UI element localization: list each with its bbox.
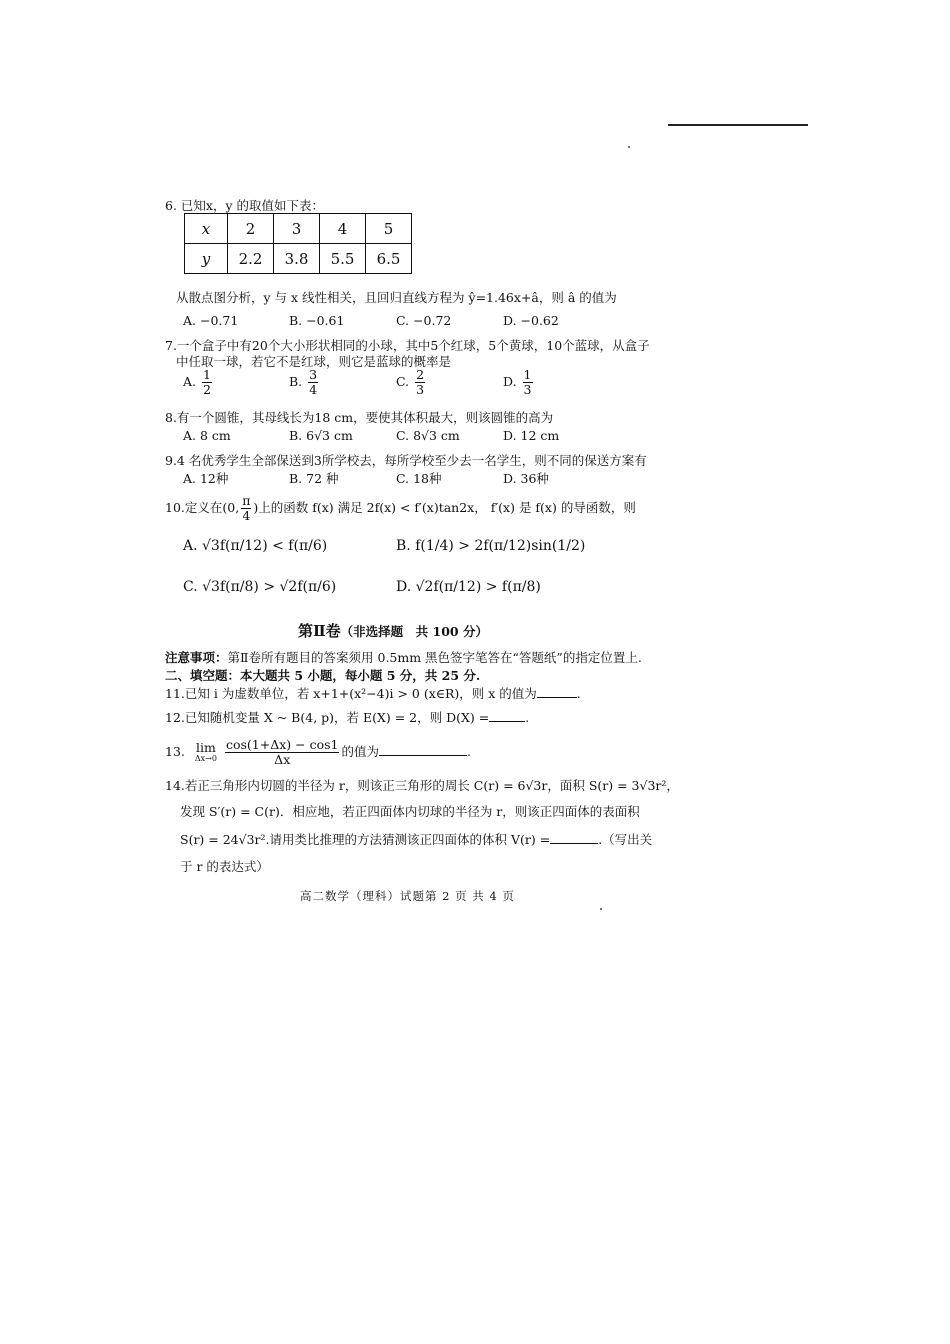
- fraction-den: 2: [203, 381, 211, 397]
- table-cell: 4: [320, 214, 366, 244]
- q14-line3-text: S(r) = 24√3r².请用类比推理的方法猜测该正四面体的体积 V(r) =: [180, 832, 551, 847]
- page-footer: 高二数学（理科）试题第 2 页 共 4 页: [300, 889, 515, 903]
- table-cell: 5: [366, 214, 412, 244]
- fraction-num: 2: [416, 367, 425, 382]
- q9-option-d: D. 36种: [503, 471, 549, 486]
- q9-option-b: B. 72 种: [289, 471, 339, 486]
- fraction-num: cos(1+Δx) − cos1: [225, 737, 339, 752]
- fraction-num: 1: [523, 367, 532, 382]
- q9-option-a: A. 12种: [183, 471, 229, 486]
- table-cell: 2: [228, 214, 274, 244]
- fill-in-section-heading: 二、填空题：本大题共 5 小题，每小题 5 分，共 25 分.: [165, 668, 481, 683]
- part2-title: 第Ⅱ卷: [298, 622, 341, 640]
- fraction: [241, 494, 251, 523]
- q10-stem: [165, 494, 636, 523]
- answer-blank: [489, 711, 525, 722]
- q13-post: 的值为: [341, 743, 379, 759]
- q10-option-d: D. √2f(π/12) > f(π/8): [396, 579, 541, 595]
- q7-option-d: [503, 368, 535, 397]
- table-cell: y: [185, 244, 228, 274]
- q12: 12.已知随机变量 X ~ B(4, p)，若 E(X) = 2，则 D(X) = .: [165, 710, 530, 725]
- q10-option-a: A. √3f(π/12) < f(π/6): [183, 538, 328, 554]
- q7-option-a: [183, 368, 214, 397]
- q11-text: 11.已知 i 为虚数单位，若 x+1+(x²−4)i > 0 (x∈R)，则 x 的值为: [165, 686, 537, 701]
- table-cell: x: [185, 214, 228, 244]
- fraction: [523, 368, 533, 397]
- fraction: [415, 368, 425, 397]
- q10-option-b: B. f(1/4) > 2f(π/12)sin(1/2): [396, 538, 586, 554]
- q6-text: 从散点图分析，y 与 x 线性相关，且回归直线方程为 ŷ=1.46x+â，则 â 的值为: [176, 290, 617, 305]
- q6-option-c: C. −0.72: [396, 313, 452, 328]
- top-rule: [668, 124, 808, 126]
- limit-text: lim: [195, 739, 216, 755]
- part2-subtitle: （非选择题 共 100 分）: [340, 624, 488, 639]
- q12-text: 12.已知随机变量 X ~ B(4, p)，若 E(X) = 2，则 D(X) =: [165, 710, 490, 725]
- option-label: C.: [396, 373, 410, 389]
- q9-option-c: C. 18种: [396, 471, 442, 486]
- q7-line2: 中任取一球，若它不是红球，则它是蓝球的概率是: [176, 354, 452, 369]
- answer-blank: [537, 687, 577, 698]
- q7-line1: 7.一个盒子中有20个大小形状相同的小球，其中5个红球，5个黄球，10个蓝球，从盒子: [165, 338, 650, 353]
- q10-pre: 10.定义在(0,: [165, 499, 240, 515]
- q6-option-d: D. −0.62: [503, 313, 559, 328]
- fraction-den: 4: [309, 381, 318, 397]
- q14-line4: 于 r 的表达式）: [180, 859, 269, 874]
- answer-blank: [379, 745, 467, 756]
- fraction-den: 3: [523, 381, 532, 397]
- part2-heading: [298, 620, 488, 641]
- q10-post: )上的函数 f(x) 满足 2f(x) < f′(x)tan2x， f′(x) 是 f(x) 的导函数，则: [253, 499, 636, 515]
- table-cell: 6.5: [366, 244, 412, 274]
- q9-stem: 9.4 名优秀学生全部保送到3所学校去，每所学校至少去一名学生，则不同的保送方案有: [165, 453, 647, 468]
- q7-option-b: [289, 368, 320, 397]
- scan-speck: [600, 908, 602, 910]
- table-cell: 3.8: [274, 244, 320, 274]
- part2-notice: [165, 648, 642, 666]
- fraction-den: 4: [242, 507, 251, 523]
- table-cell: 3: [274, 214, 320, 244]
- answer-blank: [550, 833, 598, 844]
- q10-option-c: C. √3f(π/8) > √2f(π/6): [183, 579, 337, 595]
- q8-option-a: A. 8 cm: [183, 428, 231, 443]
- q8-option-c: C. 8√3 cm: [396, 428, 460, 443]
- option-label: D.: [503, 373, 517, 389]
- xy-table: [184, 213, 412, 274]
- q8-option-d: D. 12 cm: [503, 428, 560, 443]
- limit-sub: Δx→0: [194, 753, 217, 763]
- q6-option-b: B. −0.61: [289, 313, 345, 328]
- fraction: [308, 368, 318, 397]
- table-cell: 2.2: [228, 244, 274, 274]
- q14-line3-tail: .（写出关: [598, 832, 653, 847]
- table-row-x: [185, 214, 412, 244]
- fraction: [202, 368, 212, 397]
- fraction: [225, 738, 340, 767]
- q6-stem: 6. 已知x，y 的取值如下表：: [165, 198, 324, 213]
- fraction-den: 3: [416, 381, 425, 397]
- scan-speck: [628, 146, 630, 148]
- q8-option-b: B. 6√3 cm: [289, 428, 353, 443]
- q6-option-a: A. −0.71: [183, 313, 239, 328]
- q7-option-c: [396, 368, 427, 397]
- q8-stem: 8.有一个圆锥，其母线长为18 cm，要使其体积最大，则该圆锥的高为: [165, 410, 554, 425]
- option-label: B.: [289, 373, 303, 389]
- q13-pre: 13.: [165, 743, 185, 759]
- q14-line2: 发现 S′(r) = C(r)．相应地，若正四面体内切球的半径为 r，则该正四面体的表面积: [180, 804, 640, 819]
- notice-text: 第Ⅱ卷所有题目的答案须用 0.5mm 黑色签字笔答在“答题纸”的指定位置上.: [227, 650, 642, 665]
- table-cell: 5.5: [320, 244, 366, 274]
- q14-line1: 14.若正三角形内切圆的半径为 r，则该正三角形的周长 C(r) = 6√3r，面积 S(r) = 3√3r²，: [165, 778, 679, 793]
- notice-label: 注意事项：: [165, 650, 228, 665]
- fraction-num: 1: [203, 367, 211, 382]
- q11: 11.已知 i 为虚数单位，若 x+1+(x²−4)i > 0 (x∈R)，则 x 的值为 .: [165, 686, 581, 701]
- limit: [195, 741, 217, 764]
- option-label: A.: [183, 373, 197, 389]
- fraction-num: π: [242, 493, 251, 508]
- q13: 13. lim Δx→0 $\frac{\cos(1+\Delta x) - \cos 1}{\Delta x}$ 的值为 .: [165, 737, 471, 767]
- table-row-y: [185, 244, 412, 274]
- fraction-num: 3: [309, 367, 318, 382]
- q14-line3: [180, 830, 652, 848]
- fraction-den: Δx: [274, 751, 291, 767]
